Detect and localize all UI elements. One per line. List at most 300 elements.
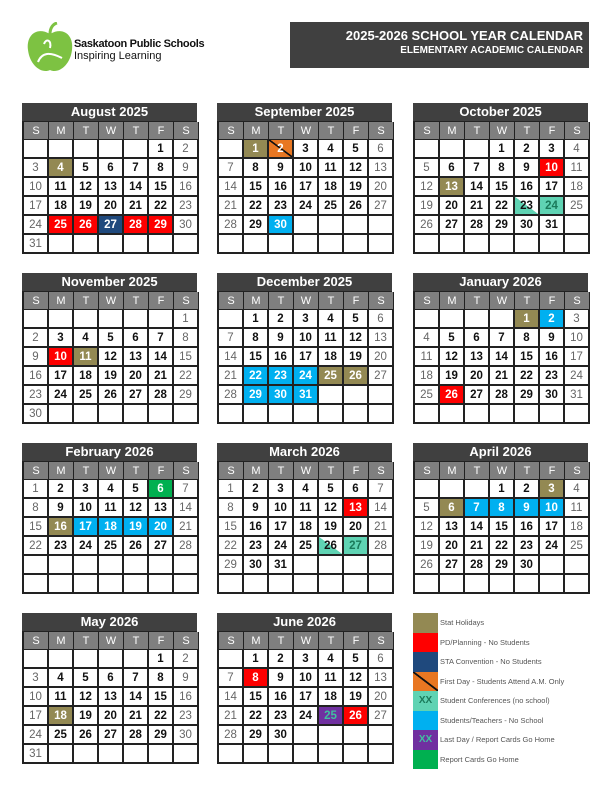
weekday-header: W bbox=[294, 632, 319, 650]
weekday-header: S bbox=[415, 462, 440, 480]
legend-item bbox=[413, 633, 564, 653]
day-cell: 13 bbox=[149, 499, 174, 518]
day-cell: 7 bbox=[124, 159, 149, 178]
day-cell: 28 bbox=[490, 386, 515, 405]
day-cell: 21 bbox=[124, 197, 149, 216]
day-cell: 9 bbox=[244, 499, 269, 518]
day-cell: 5 bbox=[415, 159, 440, 178]
day-cell: 31 bbox=[294, 386, 319, 405]
day-cell: 30 bbox=[269, 726, 294, 745]
month-february-2026 bbox=[22, 443, 197, 594]
empty-cell bbox=[440, 480, 465, 499]
day-cell: 6 bbox=[124, 329, 149, 348]
month-october-2025 bbox=[413, 103, 588, 254]
day-cell: 27 bbox=[99, 216, 124, 235]
empty-cell bbox=[124, 556, 149, 575]
day-cell: 22 bbox=[515, 367, 540, 386]
weekday-header: F bbox=[344, 632, 369, 650]
weekday-header: T bbox=[74, 462, 99, 480]
day-cell: 26 bbox=[415, 216, 440, 235]
empty-cell bbox=[369, 216, 394, 235]
day-cell: 19 bbox=[344, 178, 369, 197]
day-cell: 2 bbox=[540, 310, 565, 329]
day-cell: 19 bbox=[415, 197, 440, 216]
day-cell: 29 bbox=[149, 726, 174, 745]
day-cell: 24 bbox=[294, 367, 319, 386]
empty-cell bbox=[369, 405, 394, 424]
day-cell: 3 bbox=[540, 480, 565, 499]
empty-cell bbox=[124, 745, 149, 764]
day-cell: 5 bbox=[99, 329, 124, 348]
day-cell: 26 bbox=[124, 537, 149, 556]
day-cell: 29 bbox=[219, 556, 244, 575]
day-cell: 22 bbox=[24, 537, 49, 556]
legend-label: Report Cards Go Home bbox=[440, 754, 519, 764]
day-cell: 5 bbox=[124, 480, 149, 499]
month-grid bbox=[22, 461, 197, 594]
day-cell: 5 bbox=[344, 140, 369, 159]
day-cell: 23 bbox=[49, 537, 74, 556]
day-cell: 2 bbox=[174, 650, 199, 669]
day-cell: 2 bbox=[174, 140, 199, 159]
day-cell: 25 bbox=[49, 216, 74, 235]
empty-cell bbox=[465, 575, 490, 594]
day-cell: 1 bbox=[490, 140, 515, 159]
empty-cell bbox=[369, 726, 394, 745]
day-cell: 22 bbox=[244, 707, 269, 726]
day-cell: 26 bbox=[319, 537, 344, 556]
empty-cell bbox=[74, 650, 99, 669]
day-cell: 12 bbox=[415, 178, 440, 197]
empty-cell bbox=[124, 405, 149, 424]
day-cell: 6 bbox=[149, 480, 174, 499]
month-grid bbox=[413, 121, 588, 254]
empty-cell bbox=[219, 235, 244, 254]
empty-cell bbox=[244, 405, 269, 424]
day-cell: 18 bbox=[49, 707, 74, 726]
day-cell: 6 bbox=[369, 140, 394, 159]
day-cell: 4 bbox=[319, 310, 344, 329]
day-cell: 9 bbox=[174, 159, 199, 178]
day-cell: 21 bbox=[149, 367, 174, 386]
empty-cell bbox=[149, 235, 174, 254]
empty-cell bbox=[465, 310, 490, 329]
empty-cell bbox=[565, 405, 590, 424]
empty-cell bbox=[369, 556, 394, 575]
day-cell: 11 bbox=[319, 669, 344, 688]
day-cell: 11 bbox=[49, 178, 74, 197]
day-cell: 26 bbox=[440, 386, 465, 405]
empty-cell bbox=[269, 235, 294, 254]
day-cell: 16 bbox=[24, 367, 49, 386]
day-cell: 13 bbox=[369, 159, 394, 178]
day-cell: 13 bbox=[124, 348, 149, 367]
empty-cell bbox=[565, 235, 590, 254]
weekday-header: F bbox=[540, 292, 565, 310]
day-cell: 23 bbox=[269, 707, 294, 726]
day-cell: 24 bbox=[540, 537, 565, 556]
empty-cell bbox=[149, 556, 174, 575]
day-cell: 8 bbox=[149, 669, 174, 688]
empty-cell bbox=[294, 405, 319, 424]
day-cell: 10 bbox=[24, 688, 49, 707]
day-cell: 16 bbox=[540, 348, 565, 367]
empty-cell bbox=[344, 235, 369, 254]
weekday-header: S bbox=[174, 632, 199, 650]
day-cell: 8 bbox=[490, 159, 515, 178]
day-cell: 30 bbox=[174, 726, 199, 745]
day-cell: 7 bbox=[465, 159, 490, 178]
legend-swatch: XX bbox=[413, 730, 438, 750]
weekday-header: S bbox=[369, 122, 394, 140]
day-cell: 12 bbox=[344, 669, 369, 688]
empty-cell bbox=[415, 405, 440, 424]
empty-cell bbox=[440, 575, 465, 594]
day-cell: 3 bbox=[269, 480, 294, 499]
weekday-header: S bbox=[174, 292, 199, 310]
day-cell: 10 bbox=[74, 499, 99, 518]
day-cell: 4 bbox=[319, 140, 344, 159]
day-cell: 14 bbox=[219, 178, 244, 197]
day-cell: 11 bbox=[49, 688, 74, 707]
legend-label: STA Convention - No Students bbox=[440, 657, 542, 667]
day-cell: 4 bbox=[415, 329, 440, 348]
day-cell: 21 bbox=[369, 518, 394, 537]
day-cell: 28 bbox=[149, 386, 174, 405]
weekday-header: S bbox=[174, 462, 199, 480]
weekday-header: W bbox=[99, 632, 124, 650]
day-cell: 15 bbox=[174, 348, 199, 367]
day-cell: 18 bbox=[415, 367, 440, 386]
day-cell: 23 bbox=[24, 386, 49, 405]
month-grid bbox=[217, 631, 392, 764]
day-cell: 24 bbox=[294, 197, 319, 216]
day-cell: 12 bbox=[319, 499, 344, 518]
day-cell: 4 bbox=[565, 480, 590, 499]
day-cell: 8 bbox=[24, 499, 49, 518]
empty-cell bbox=[99, 235, 124, 254]
empty-cell bbox=[490, 575, 515, 594]
day-cell: 30 bbox=[515, 556, 540, 575]
weekday-header: T bbox=[269, 462, 294, 480]
legend-label: First Day - Students Attend A.M. Only bbox=[440, 676, 565, 686]
day-cell: 9 bbox=[540, 329, 565, 348]
weekday-header: T bbox=[319, 292, 344, 310]
day-cell: 23 bbox=[269, 197, 294, 216]
weekday-header: W bbox=[99, 462, 124, 480]
empty-cell bbox=[124, 235, 149, 254]
day-cell: 21 bbox=[174, 518, 199, 537]
day-cell: 3 bbox=[24, 669, 49, 688]
day-cell: 25 bbox=[294, 537, 319, 556]
day-cell: 3 bbox=[294, 310, 319, 329]
day-cell: 13 bbox=[369, 669, 394, 688]
day-cell: 31 bbox=[565, 386, 590, 405]
day-cell: 15 bbox=[149, 688, 174, 707]
weekday-header: S bbox=[219, 292, 244, 310]
day-cell: 7 bbox=[124, 669, 149, 688]
day-cell: 9 bbox=[269, 329, 294, 348]
day-cell: 29 bbox=[174, 386, 199, 405]
weekday-header: S bbox=[219, 122, 244, 140]
empty-cell bbox=[319, 235, 344, 254]
empty-cell bbox=[344, 216, 369, 235]
day-cell: 26 bbox=[344, 707, 369, 726]
month-june-2026 bbox=[217, 613, 392, 764]
day-cell: 1 bbox=[244, 650, 269, 669]
legend-item bbox=[413, 613, 564, 633]
legend-label: Stat Holidays bbox=[440, 618, 485, 628]
empty-cell bbox=[515, 575, 540, 594]
day-cell: 23 bbox=[540, 367, 565, 386]
legend-label: Students/Teachers - No School bbox=[440, 715, 544, 725]
weekday-header: S bbox=[415, 122, 440, 140]
day-cell: 25 bbox=[99, 537, 124, 556]
weekday-header: M bbox=[49, 462, 74, 480]
empty-cell bbox=[24, 556, 49, 575]
day-cell: 3 bbox=[294, 140, 319, 159]
weekday-header: T bbox=[515, 122, 540, 140]
day-cell: 29 bbox=[490, 556, 515, 575]
empty-cell bbox=[74, 310, 99, 329]
weekday-header: F bbox=[540, 462, 565, 480]
day-cell: 15 bbox=[244, 348, 269, 367]
weekday-header: W bbox=[294, 462, 319, 480]
day-cell: 13 bbox=[99, 688, 124, 707]
weekday-header: T bbox=[319, 462, 344, 480]
page-subtitle: ELEMENTARY ACADEMIC CALENDAR bbox=[400, 45, 583, 56]
legend-item bbox=[413, 711, 564, 731]
empty-cell bbox=[369, 235, 394, 254]
day-cell: 2 bbox=[269, 140, 294, 159]
day-cell: 4 bbox=[294, 480, 319, 499]
empty-cell bbox=[49, 745, 74, 764]
day-cell: 3 bbox=[24, 159, 49, 178]
day-cell: 29 bbox=[515, 386, 540, 405]
day-cell: 21 bbox=[124, 707, 149, 726]
day-cell: 17 bbox=[294, 688, 319, 707]
day-cell: 25 bbox=[319, 197, 344, 216]
day-cell: 28 bbox=[219, 216, 244, 235]
empty-cell bbox=[269, 405, 294, 424]
legend-item bbox=[413, 691, 564, 711]
day-cell: 8 bbox=[174, 329, 199, 348]
weekday-header: T bbox=[515, 292, 540, 310]
empty-cell bbox=[269, 745, 294, 764]
day-cell: 14 bbox=[369, 499, 394, 518]
day-cell: 20 bbox=[344, 518, 369, 537]
day-cell: 18 bbox=[319, 178, 344, 197]
empty-cell bbox=[244, 235, 269, 254]
day-cell: 7 bbox=[219, 159, 244, 178]
empty-cell bbox=[490, 405, 515, 424]
day-cell: 14 bbox=[219, 688, 244, 707]
empty-cell bbox=[465, 480, 490, 499]
day-cell: 27 bbox=[369, 197, 394, 216]
empty-cell bbox=[149, 745, 174, 764]
day-cell: 24 bbox=[565, 367, 590, 386]
day-cell: 24 bbox=[540, 197, 565, 216]
weekday-header: T bbox=[319, 122, 344, 140]
empty-cell bbox=[24, 650, 49, 669]
weekday-header: S bbox=[174, 122, 199, 140]
day-cell: 19 bbox=[344, 688, 369, 707]
day-cell: 14 bbox=[149, 348, 174, 367]
day-cell: 18 bbox=[49, 197, 74, 216]
day-cell: 11 bbox=[565, 159, 590, 178]
day-cell: 25 bbox=[565, 537, 590, 556]
legend-item bbox=[413, 730, 564, 750]
empty-cell bbox=[49, 556, 74, 575]
empty-cell bbox=[149, 575, 174, 594]
day-cell: 30 bbox=[244, 556, 269, 575]
day-cell: 15 bbox=[244, 688, 269, 707]
weekday-header: T bbox=[269, 292, 294, 310]
day-cell: 8 bbox=[244, 669, 269, 688]
day-cell: 23 bbox=[515, 537, 540, 556]
empty-cell bbox=[174, 575, 199, 594]
weekday-header: S bbox=[24, 292, 49, 310]
day-cell: 8 bbox=[490, 499, 515, 518]
day-cell: 19 bbox=[74, 197, 99, 216]
legend-swatch bbox=[413, 613, 438, 633]
empty-cell bbox=[415, 575, 440, 594]
day-cell: 27 bbox=[369, 707, 394, 726]
month-grid bbox=[413, 461, 588, 594]
day-cell: 11 bbox=[319, 159, 344, 178]
day-cell: 1 bbox=[244, 310, 269, 329]
weekday-header: M bbox=[49, 122, 74, 140]
empty-cell bbox=[415, 310, 440, 329]
weekday-header: S bbox=[369, 462, 394, 480]
empty-cell bbox=[465, 235, 490, 254]
day-cell: 5 bbox=[74, 669, 99, 688]
day-cell: 13 bbox=[369, 329, 394, 348]
empty-cell bbox=[490, 310, 515, 329]
day-cell: 5 bbox=[440, 329, 465, 348]
month-grid bbox=[22, 291, 197, 424]
day-cell: 17 bbox=[565, 348, 590, 367]
day-cell: 30 bbox=[515, 216, 540, 235]
day-cell: 5 bbox=[344, 310, 369, 329]
day-cell: 1 bbox=[490, 480, 515, 499]
weekday-header: M bbox=[440, 292, 465, 310]
day-cell: 23 bbox=[269, 367, 294, 386]
empty-cell bbox=[344, 386, 369, 405]
day-cell: 27 bbox=[124, 386, 149, 405]
empty-cell bbox=[99, 556, 124, 575]
day-cell: 16 bbox=[174, 178, 199, 197]
day-cell: 8 bbox=[244, 159, 269, 178]
day-cell: 4 bbox=[99, 480, 124, 499]
day-cell: 10 bbox=[269, 499, 294, 518]
day-cell: 18 bbox=[319, 348, 344, 367]
day-cell: 5 bbox=[415, 499, 440, 518]
weekday-header: F bbox=[344, 292, 369, 310]
day-cell: 8 bbox=[149, 159, 174, 178]
empty-cell bbox=[319, 405, 344, 424]
month-title: June 2026 bbox=[217, 613, 392, 631]
weekday-header: S bbox=[369, 632, 394, 650]
day-cell: 21 bbox=[490, 367, 515, 386]
day-cell: 9 bbox=[515, 499, 540, 518]
day-cell: 30 bbox=[269, 216, 294, 235]
empty-cell bbox=[74, 405, 99, 424]
weekday-header: T bbox=[124, 122, 149, 140]
empty-cell bbox=[174, 745, 199, 764]
empty-cell bbox=[294, 726, 319, 745]
day-cell: 2 bbox=[244, 480, 269, 499]
day-cell: 29 bbox=[244, 726, 269, 745]
empty-cell bbox=[565, 216, 590, 235]
day-cell: 28 bbox=[124, 216, 149, 235]
day-cell: 22 bbox=[244, 197, 269, 216]
legend-label: Last Day / Report Cards Go Home bbox=[440, 735, 555, 745]
day-cell: 22 bbox=[219, 537, 244, 556]
empty-cell bbox=[319, 745, 344, 764]
day-cell: 15 bbox=[24, 518, 49, 537]
empty-cell bbox=[99, 140, 124, 159]
day-cell: 19 bbox=[74, 707, 99, 726]
empty-cell bbox=[219, 310, 244, 329]
month-title: September 2025 bbox=[217, 103, 392, 121]
day-cell: 10 bbox=[540, 159, 565, 178]
empty-cell bbox=[174, 235, 199, 254]
weekday-header: S bbox=[219, 462, 244, 480]
empty-cell bbox=[219, 575, 244, 594]
day-cell: 9 bbox=[49, 499, 74, 518]
day-cell: 4 bbox=[319, 650, 344, 669]
empty-cell bbox=[294, 216, 319, 235]
day-cell: 16 bbox=[244, 518, 269, 537]
day-cell: 24 bbox=[74, 537, 99, 556]
legend-swatch bbox=[413, 750, 438, 770]
day-cell: 12 bbox=[99, 348, 124, 367]
month-title: August 2025 bbox=[22, 103, 197, 121]
day-cell: 4 bbox=[49, 159, 74, 178]
empty-cell bbox=[440, 235, 465, 254]
day-cell: 11 bbox=[294, 499, 319, 518]
day-cell: 29 bbox=[149, 216, 174, 235]
day-cell: 1 bbox=[244, 140, 269, 159]
empty-cell bbox=[540, 556, 565, 575]
day-cell: 17 bbox=[269, 518, 294, 537]
legend-item bbox=[413, 750, 564, 770]
empty-cell bbox=[149, 405, 174, 424]
day-cell: 17 bbox=[24, 707, 49, 726]
weekday-header: T bbox=[465, 292, 490, 310]
day-cell: 3 bbox=[74, 480, 99, 499]
day-cell: 17 bbox=[540, 178, 565, 197]
empty-cell bbox=[565, 575, 590, 594]
day-cell: 16 bbox=[269, 348, 294, 367]
empty-cell bbox=[319, 216, 344, 235]
empty-cell bbox=[294, 575, 319, 594]
weekday-header: F bbox=[540, 122, 565, 140]
empty-cell bbox=[319, 386, 344, 405]
day-cell: 28 bbox=[369, 537, 394, 556]
day-cell: 31 bbox=[24, 235, 49, 254]
day-cell: 6 bbox=[99, 159, 124, 178]
weekday-header: S bbox=[565, 122, 590, 140]
empty-cell bbox=[99, 310, 124, 329]
day-cell: 30 bbox=[540, 386, 565, 405]
month-grid bbox=[217, 461, 392, 594]
day-cell: 13 bbox=[440, 178, 465, 197]
empty-cell bbox=[440, 405, 465, 424]
day-cell: 14 bbox=[219, 348, 244, 367]
weekday-header: W bbox=[490, 292, 515, 310]
